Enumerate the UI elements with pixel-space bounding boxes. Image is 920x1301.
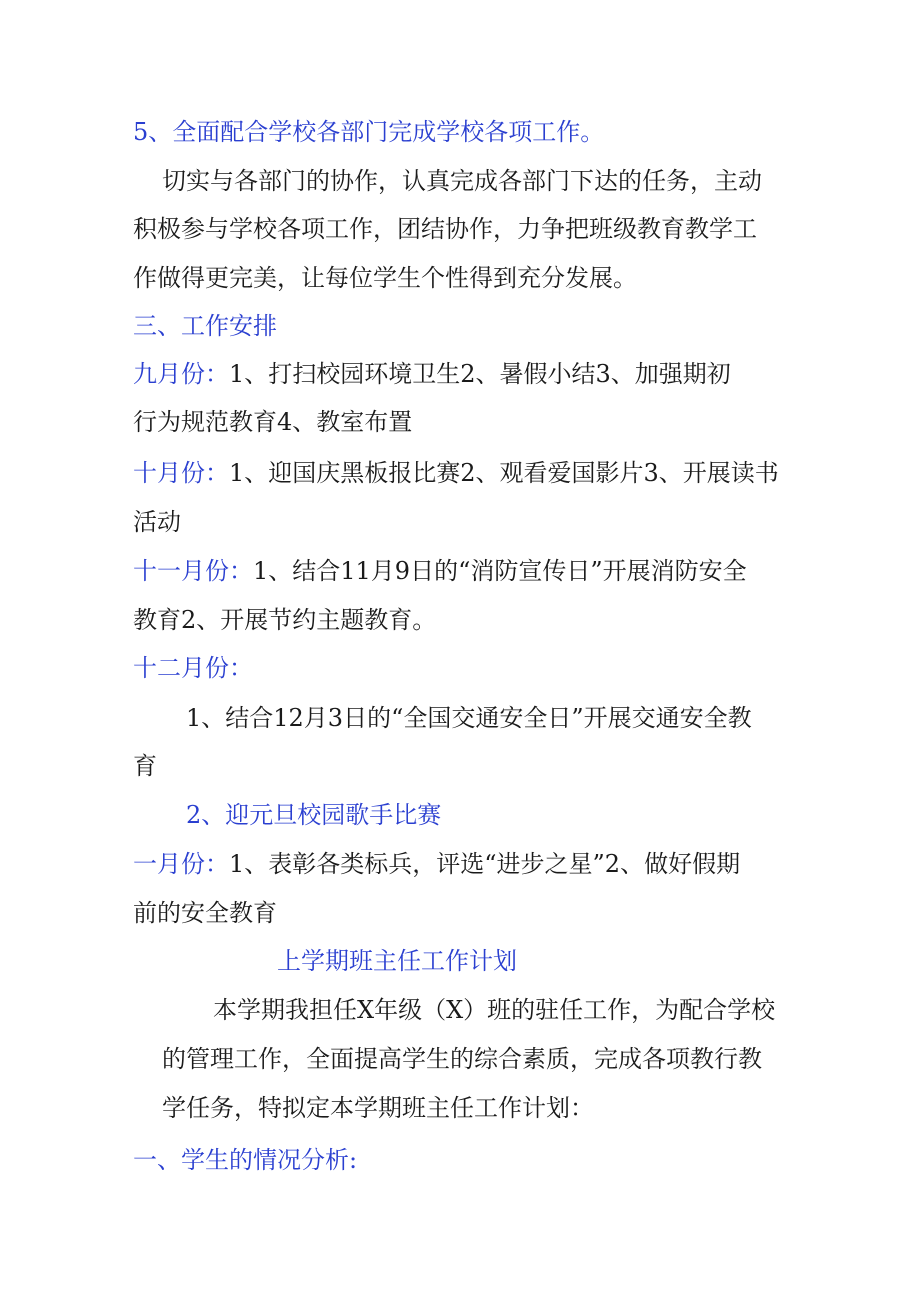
section-5-paragraph-line-2: 积极参与学校各项工作，团结协作，力争把班级教育教学工 <box>133 215 757 243</box>
section-3-heading: 三、工作安排 <box>133 312 277 340</box>
plan-section-1-heading: 一、学生的情况分析: <box>133 1146 358 1174</box>
december-item-1-line-2: 育 <box>133 752 157 780</box>
month-label-november: 十一月份： <box>133 557 253 585</box>
month-label-december: 十二月份： <box>133 654 253 682</box>
plan-intro-line-1: 本学期我担任X年级（X）班的驻任工作，为配合学校 <box>213 996 776 1024</box>
schedule-january <box>133 849 740 879</box>
month-label-september: 九月份： <box>133 360 229 388</box>
schedule-november <box>133 556 747 586</box>
september-items-line-1: 1、打扫校园环境卫生2、暑假小结3、加强期初 <box>229 360 731 388</box>
plan-intro-line-3: 学任务，特拟定本学期班主任工作计划： <box>162 1094 594 1122</box>
october-items-line-2: 活动 <box>133 508 181 536</box>
october-items-line-1: 1、迎国庆黑板报比赛2、观看爱国影片3、开展读书 <box>229 459 779 487</box>
november-items-line-2: 教育2、开展节约主题教育。 <box>133 606 437 634</box>
january-items-line-2: 前的安全教育 <box>133 899 277 927</box>
december-item-2-text: 2、迎元旦校园歌手比赛 <box>186 801 442 829</box>
january-items-line-1: 1、表彰各类标兵，评选“进步之星”2、做好假期 <box>229 850 741 878</box>
schedule-october <box>133 458 779 488</box>
month-label-october: 十月份： <box>133 459 229 487</box>
section-5-paragraph-line-1: 切实与各部门的协作，认真完成各部门下达的任务，主动 <box>162 167 762 195</box>
plan-title: 上学期班主任工作计划 <box>277 947 517 975</box>
december-item-2 <box>186 800 441 830</box>
month-label-january: 一月份： <box>133 850 229 878</box>
plan-intro-line-2: 的管理工作，全面提高学生的综合素质，完成各项教行教 <box>162 1045 762 1073</box>
section-5-heading: 5、全面配合学校各部门完成学校各项工作。 <box>133 118 605 146</box>
november-items-line-1: 1、结合11月9日的“消防宣传日”开展消防安全 <box>253 557 747 585</box>
september-items-line-2: 行为规范教育4、教室布置 <box>133 408 413 436</box>
section-5-paragraph-line-3: 作做得更完美，让每位学生个性得到充分发展。 <box>133 264 637 292</box>
schedule-september <box>133 359 731 389</box>
december-item-1-line-1: 1、结合12月3日的“全国交通安全日”开展交通安全教 <box>186 704 752 732</box>
